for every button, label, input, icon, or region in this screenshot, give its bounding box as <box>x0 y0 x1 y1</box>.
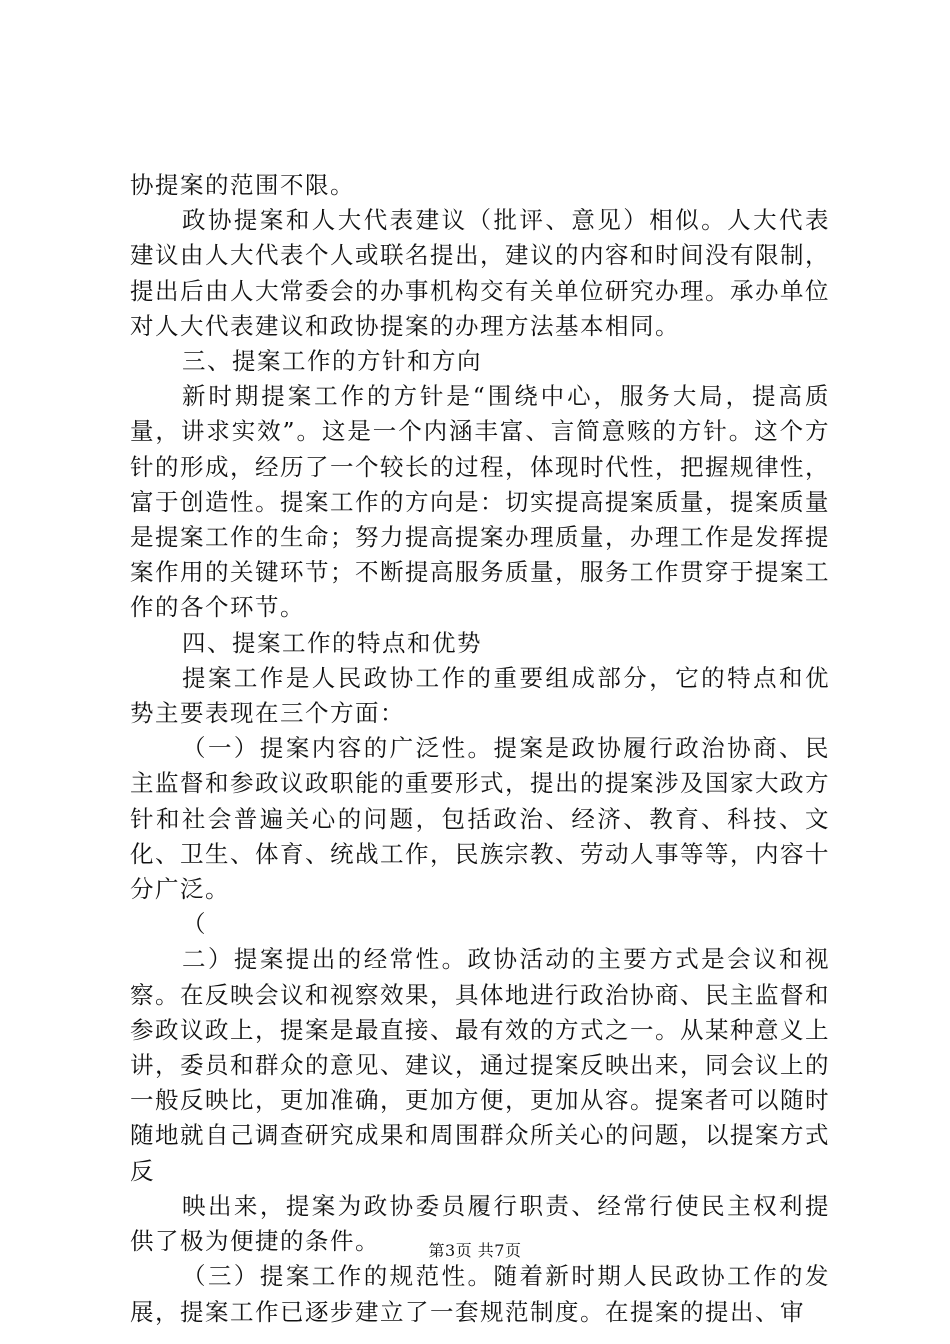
page-footer: 第3页 共7页 <box>428 1241 522 1260</box>
paragraph-guideline: 新时期提案工作的方针是“围绕中心，服务大局，提高质量，讲求实效”。这是一个内涵丰富、言简意赅的方针。这个方针的形成，经历了一个较长的过程，体现时代性，把握规律性，富于创造性。提案工作的方向是：切实提高提案质量，提案质量是提案工作的生命；努力提高提案办理质量，办理工作是发挥提案作用的关键环节；不断提高服务质量，服务工作贯穿于提案工作的各个环节。 <box>130 382 830 622</box>
paragraph-feature-3: （三）提案工作的规范性。随着新时期人民政协工作的发展，提案工作已逐步建立了一套规范制度。在提案的提出、审 <box>130 1262 830 1326</box>
section-heading-4: 四、提案工作的特点和优势 <box>182 628 482 657</box>
paragraph-proposal-vs-suggestion: 政协提案和人大代表建议（批评、意见）相似。人大代表建议由人大代表个人或联名提出，建议的内容和时间没有限制，提出后由人大常委会的办事机构交有关单位研究办理。承办单位对人大代表建议和政协提案的办理方法基本相同。 <box>130 206 830 340</box>
section-heading-3: 三、提案工作的方针和方向 <box>182 347 482 376</box>
paragraph-feature-2: 二）提案提出的经常性。政协活动的主要方式是会议和视察。在反映会议和视察效果，具体地进行政治协商、民主监督和参政议政上，提案是最直接、最有效的方式之一。从某种意义上讲，委员和群众的意见、建议，通过提案反映出来，同会议上的一般反映比，更加准确，更加方便，更加从容。提案者可以随时随地就自己调查研究成果和周围群众所关心的问题，以提案方式反 <box>130 945 830 1185</box>
paragraph-feature-2-cont: 映出来，提案为政协委员履行职责、经常行使民主权利提供了极为便捷的条件。 <box>130 1191 830 1256</box>
paragraph-feature-1: （一）提案内容的广泛性。提案是政协履行政治协商、民主监督和参政议政职能的重要形式，提出的提案涉及国家大政方针和社会普遍关心的问题，包括政治、经济、教育、科技、文化、卫生、体育、统战工作，民族宗教、劳动人事等等，内容十分广泛。 <box>130 734 830 904</box>
paragraph-features-intro: 提案工作是人民政协工作的重要组成部分，它的特点和优势主要表现在三个方面： <box>130 663 830 728</box>
paragraph-bracket: （ <box>182 910 207 939</box>
paragraph-continuation: 协提案的范围不限。 <box>130 171 355 199</box>
document-body <box>130 168 830 1330</box>
